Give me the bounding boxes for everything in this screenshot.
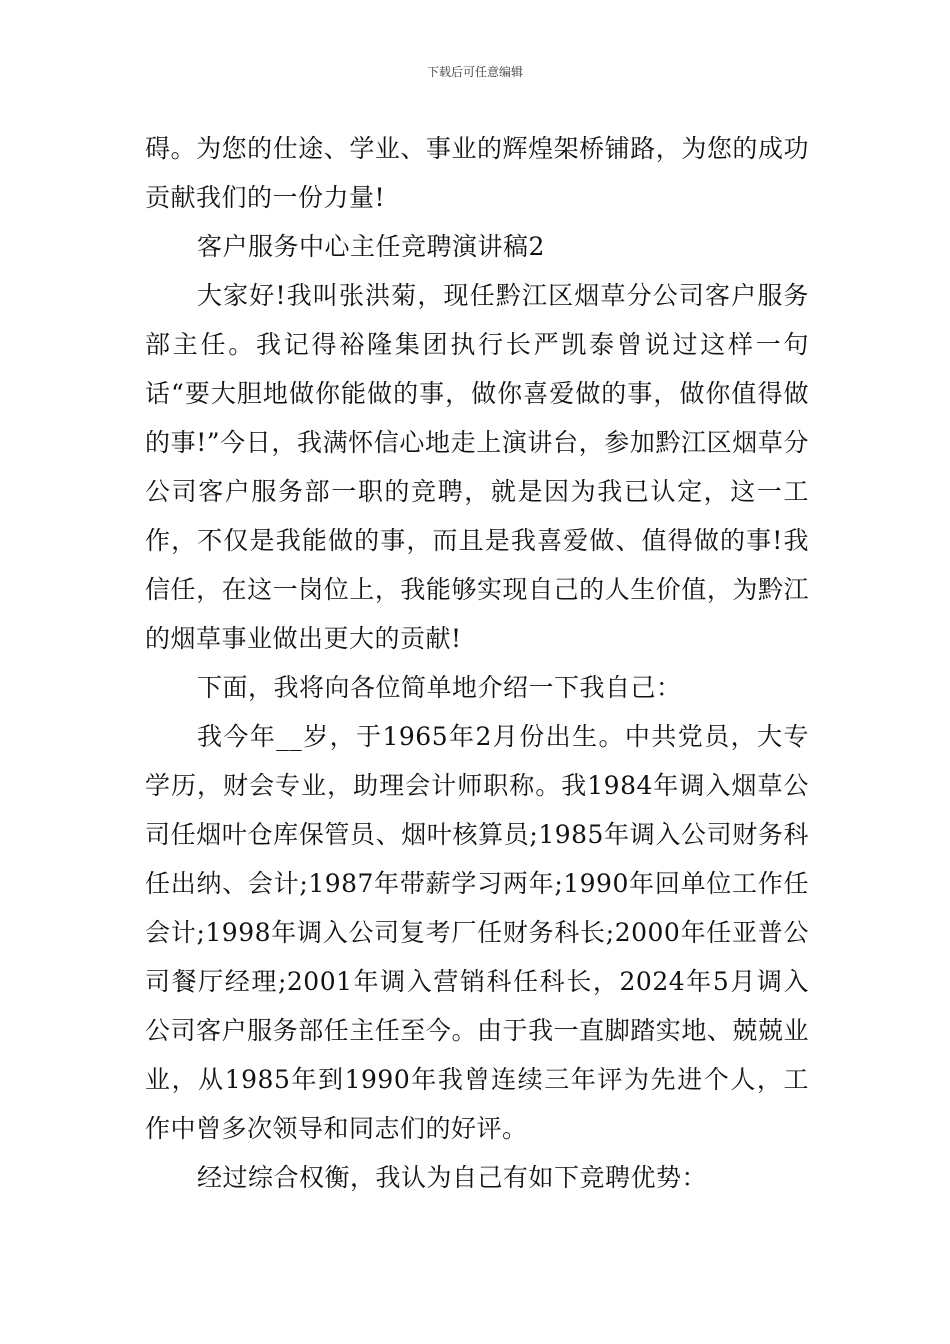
document-body bbox=[145, 124, 809, 1202]
paragraph-greeting: 大家好!我叫张洪菊，现任黔江区烟草分公司客户服务部主任。我记得裕隆集团执行长严凯泰曾说过这样一句话“要大胆地做你能做的事，做你喜爱做的事，做你值得做的事!”今日，我满怀信心地走上演讲台，参加黔江区烟草分公司客户服务部一职的竞聘，就是因为我已认定，这一工作，不仅是我能做的事，而且是我喜爱做、值得做的事!我信任，在这一岗位上，我能够实现自己的人生价值，为黔江的烟草事业做出更大的贡献! bbox=[145, 281, 809, 653]
paragraph-advantages: 经过综合权衡，我认为自己有如下竞聘优势： bbox=[197, 1163, 708, 1192]
paragraph-intro: 下面，我将向各位简单地介绍一下我自己： bbox=[197, 673, 682, 702]
header-note: 下载后可任意编辑 bbox=[426, 65, 523, 79]
paragraph-continuation: 碍。为您的仕途、学业、事业的辉煌架桥铺路，为您的成功贡献我们的一份力量! bbox=[145, 134, 809, 212]
paragraph-biography: 我今年__岁，于1965年2月份出生。中共党员，大专学历，财会专业，助理会计师职称。我1984年调入烟草公司任烟叶仓库保管员、烟叶核算员;1985年调入公司财务科任出纳、会计;1987年带薪学习两年;1990年回单位工作任会计;1998年调入公司复考厂任财务科长;2000年任亚普公司餐厅经理;2001年调入营销科任科长，2024年5月调入公司客户服务部任主任至今。由于我一直脚踏实地、兢兢业业，从1985年到1990年我曾连续三年评为先进个人，工作中曾多次领导和同志们的好评。 bbox=[145, 722, 809, 1143]
section-title: 客户服务中心主任竞聘演讲稿2 bbox=[197, 232, 545, 261]
